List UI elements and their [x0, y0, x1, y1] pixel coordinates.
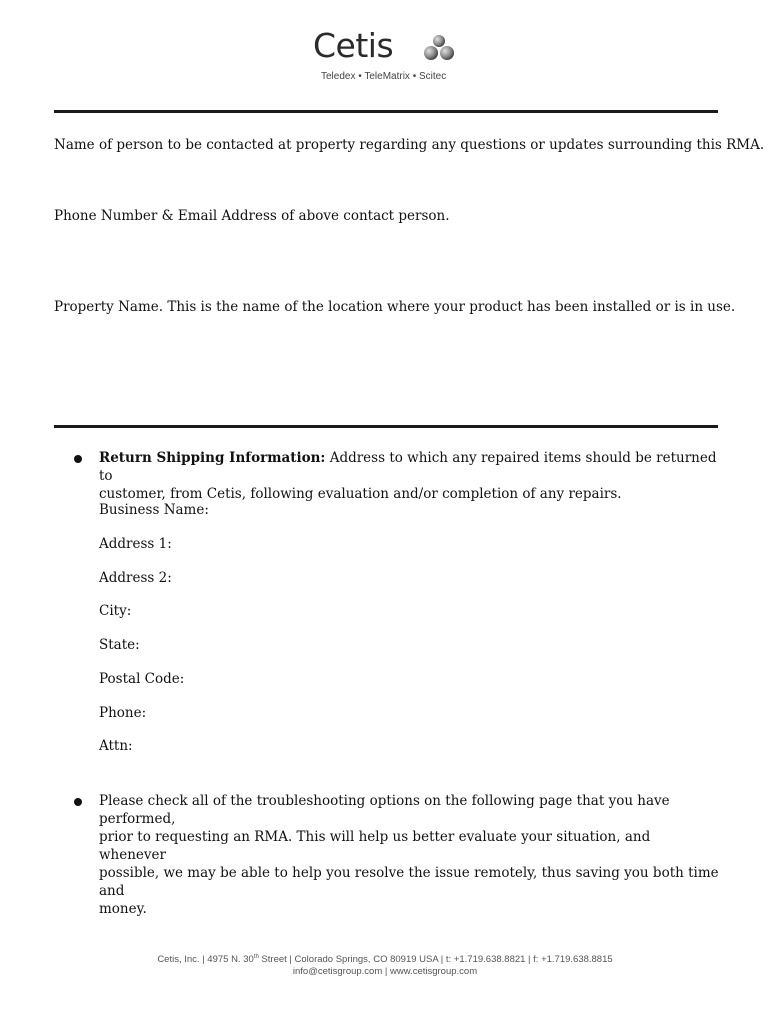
property-name-label: Property Name. This is the name of the location where your product has been installed or is in use.	[54, 299, 736, 315]
footer-address-b: Street | Colorado Springs, CO 80919 USA | t: +1.719.638.8821 | f: +1.719.638.8815	[258, 954, 613, 966]
footer-address-sup: th	[253, 954, 259, 960]
company-logo	[313, 26, 463, 86]
footer-address-a: Cetis, Inc. | 4975 N. 30	[157, 954, 254, 966]
troubleshooting-line-3: possible, we may be able to help you resolve the issue remotely, thus saving you both time and	[99, 865, 719, 899]
troubleshooting-paragraph	[99, 792, 719, 918]
footer-contact: info@cetisgroup.com | www.cetisgroup.com	[292, 966, 478, 977]
troubleshooting-line-1: Please check all of the troubleshooting options on the following page that you have performed,	[99, 793, 670, 827]
postal-code-label: Postal Code:	[99, 671, 185, 687]
bullet-icon	[74, 455, 82, 463]
troubleshooting-line-4: money.	[99, 901, 147, 917]
city-label: City:	[99, 603, 132, 619]
attn-label: Attn:	[99, 738, 133, 754]
address2-label: Address 2:	[99, 570, 172, 586]
troubleshooting-line-2: prior to requesting an RMA. This will help us better evaluate your situation, and whenever	[99, 829, 651, 863]
return-shipping-desc-2: customer, from Cetis, following evaluation and/or completion of any repairs.	[99, 486, 622, 502]
logo-wordmark: Cetis	[313, 26, 394, 65]
return-shipping-heading: Return Shipping Information:	[99, 450, 326, 466]
header-divider	[54, 110, 718, 113]
return-shipping-desc-1: Address to which any repaired items should be returned to	[99, 450, 717, 484]
contact-name-label: Name of person to be contacted at property regarding any questions or updates surrounding this RMA.	[54, 137, 765, 153]
logo-spheres-icon	[423, 34, 455, 62]
return-shipping-paragraph	[99, 449, 719, 503]
logo-subtitle: Teledex • TeleMatrix • Scitec	[321, 71, 447, 82]
bullet-icon	[74, 798, 82, 806]
business-name-label: Business Name:	[99, 502, 209, 518]
section-divider	[54, 425, 718, 428]
state-label: State:	[99, 637, 140, 653]
footer-address	[0, 951, 770, 966]
phone-label: Phone:	[99, 705, 147, 721]
address1-label: Address 1:	[99, 536, 172, 552]
phone-email-label: Phone Number & Email Address of above contact person.	[54, 208, 450, 224]
